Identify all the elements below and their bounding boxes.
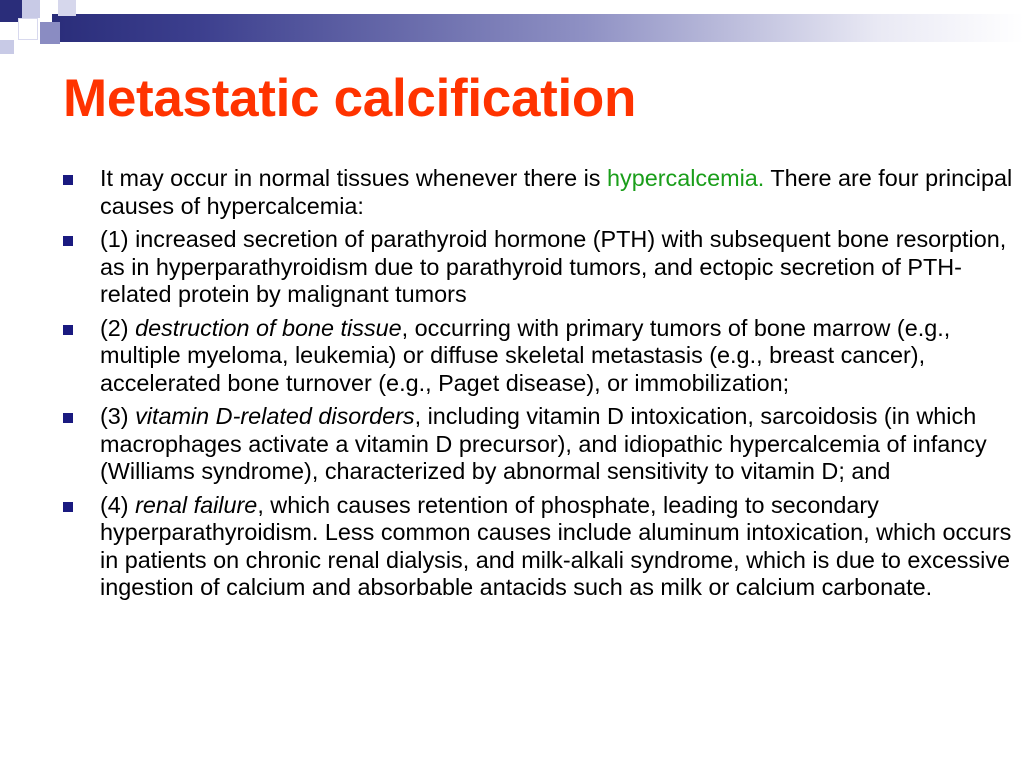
bullet-prefix: (2) [100,314,136,341]
highlight-term: hypercalcemia. [607,165,765,191]
bullet-text: , which causes retention of phosphate, leading to secondary hyperparathyroidism. Less common causes include aluminum intoxication, which occurs in patients on chronic renal dialysis, and milk-alkali syndrome, which is due to excessive ingestion of calcium and absorbable antacids such as milk or calcium carbonate. [100,491,1012,600]
square-bullet-icon [63,325,73,335]
italic-term: renal failure [135,491,258,518]
italic-term: destruction of bone tissue [135,314,402,341]
bullet-prefix: (3) [100,403,136,429]
bullet-item [62,165,1022,220]
header-decor-square [58,0,76,16]
header-decor-square [40,0,54,14]
bullet-item [62,226,1022,309]
bullet-item [62,403,1022,486]
bullet-prefix: (4) [100,491,136,518]
header-decor-square [40,22,60,44]
bullet-text: , including vitamin D intoxication, sarcoidosis (in which macrophages activate a vitamin D precursor), and idiopathic hypercalcemia of infancy (Williams syndrome), characterized by abnormal sensitivity to vitamin D; and [100,403,987,484]
header-decor-square [18,18,38,40]
bullet-item [62,315,1022,398]
bullet-item [62,492,1022,602]
header-decor-square [0,40,14,54]
bullet-text: (1) increased secretion of parathyroid hormone (PTH) with subsequent bone resorption, as in hyperparathyroidism due to parathyroid tumors, and ectopic secretion of PTH-related protein by malignant tumors [100,226,1007,307]
header-decor-square [22,0,40,18]
square-bullet-icon [63,175,73,185]
slide-title: Metastatic calcification [63,69,637,128]
square-bullet-icon [63,413,73,423]
bullet-text: It may occur in normal tissues whenever there is [100,165,607,191]
bullet-text: There are four principal causes of hypercalcemia: [100,165,1013,219]
italic-term: vitamin D-related disorders [135,403,415,429]
header-gradient-bar [52,14,1024,42]
bullet-list [62,165,1022,608]
square-bullet-icon [63,502,73,512]
square-bullet-icon [63,236,73,246]
bullet-text: , occurring with primary tumors of bone marrow (e.g., multiple myeloma, leukemia) or diffuse skeletal metastasis (e.g., breast cancer), accelerated bone turnover (e.g., Paget disease), or immobilization; [100,314,951,396]
